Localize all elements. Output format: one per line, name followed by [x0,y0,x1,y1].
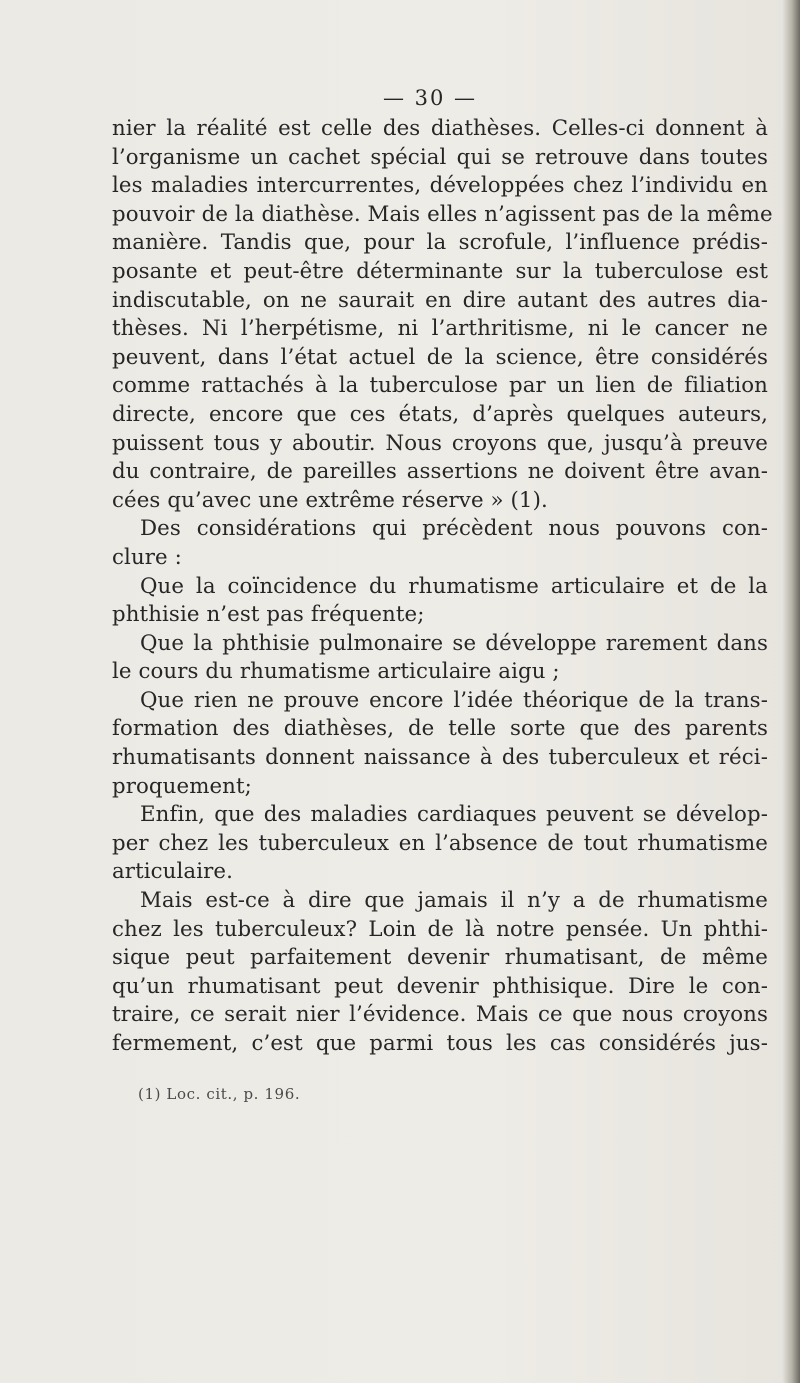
text-line: qu’un rhumatisant peut devenir phthisique. Dire le con- [112,973,768,999]
text-line: proquement; [112,773,252,799]
text-line: Que rien ne prouve encore l’idée théorique de la trans- [140,687,768,713]
text-line: chez les tuberculeux? Loin de là notre pensée. Un phthi- [112,916,768,942]
text-line: comme rattachés à la tuberculose par un lien de filiation [112,373,768,399]
text-line: rhumatisants donnent naissance à des tuberculeux et réci- [112,745,768,771]
text-line: pouvoir de la diathèse. Mais elles n’agissent pas de la même [112,201,773,227]
text-line: nier la réalité est celle des diathèses. Celles-ci donnent à [112,116,768,141]
text-line: l’organisme un cachet spécial qui se retrouve dans toutes [112,144,768,170]
text-line: puissent tous y aboutir. Nous croyons que, jusqu’à preuve [112,430,768,456]
footnote: (1) Loc. cit., p. 196. [138,1085,301,1103]
text-line: articulaire. [112,859,233,885]
body-text [112,115,773,1059]
text-line: du contraire, de pareilles assertions ne doivent être avan- [112,459,768,485]
text-line: le cours du rhumatisme articulaire aigu ; [112,659,560,685]
text-line: manière. Tandis que, pour la scrofule, l’influence prédis- [112,230,768,256]
text-line: per chez les tuberculeux en l’absence de tout rhumatisme [112,830,768,856]
text-line: Mais est-ce à dire que jamais il n’y a de rhumatisme [140,888,768,914]
text-line: posante et peut-être déterminante sur la tuberculose est [112,258,768,284]
text-line: fermement, c’est que parmi tous les cas considérés jus- [112,1031,768,1056]
text-line: traire, ce serait nier l’évidence. Mais ce que nous croyons [112,1002,768,1028]
text-line: Enfin, que des maladies cardiaques peuvent se dévelop- [140,802,768,828]
text-line: formation des diathèses, de telle sorte que des parents [112,716,768,742]
text-line: les maladies intercurrentes, développées chez l’individu en [112,173,768,199]
text-line: Que la phthisie pulmonaire se développe rarement dans [140,630,768,656]
text-line: sique peut parfaitement devenir rhumatisant, de même [112,945,768,971]
text-line: thèses. Ni l’herpétisme, ni l’arthritisme, ni le cancer ne [112,316,768,342]
text-line: indiscutable, on ne saurait en dire autant des autres dia- [112,287,768,313]
page-number: — 30 — [382,86,478,110]
text-line: peuvent, dans l’état actuel de la science, être considérés [112,344,768,370]
page-binding-edge [782,0,800,1383]
text-line: Que la coïncidence du rhumatisme articulaire et de la [140,573,768,599]
text-line: phthisie n’est pas fréquente; [112,602,425,628]
text-line: directe, encore que ces états, d’après quelques auteurs, [112,401,768,427]
text-line: Des considérations qui précèdent nous pouvons con- [140,516,768,542]
text-line: cées qu’avec une extrême réserve » (1). [112,487,548,513]
text-line: clure : [112,544,182,570]
